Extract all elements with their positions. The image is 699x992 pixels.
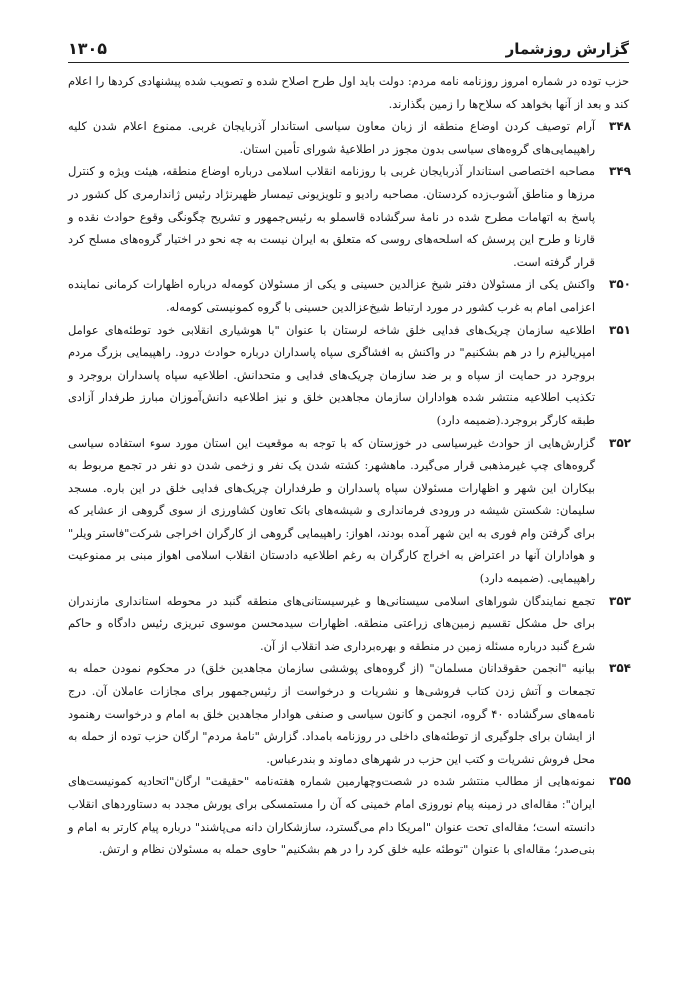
entry-list — [68, 115, 629, 861]
entry-text: آرام توصیف کردن اوضاع منطقه از زبان معاون سیاسی استاندار آذربایجان غربی. ممنوع اعلام شدن کلیه راهپیمایی‌های گروه‌های سیاسی بدون مجوز در اطلاعیهٔ شورای تأمین استان. — [68, 119, 595, 156]
entry-item — [68, 319, 629, 432]
entry-item — [68, 273, 629, 318]
page-header — [68, 28, 629, 63]
entry-text: نمونه‌هایی از مطالب منتشر شده در شصت‌وچهارمین شماره هفته‌نامه "حقیقت" ارگان"اتحادیه کمونیست‌های ایران": مقاله‌ای در زمینه پیام نوروزی امام خمینی که آن را مستمسکی برای یورش مجدد به دستاوردهای انقلاب دانسته است؛ مقاله‌ای تحت عنوان "امریکا دام می‌گسترد، سازشکاران دانه می‌پاشند" درباره پیام کارتر به امام و بنی‌صدر؛ مقاله‌ای با عنوان "توطئه علیه خلق کرد را در هم بشکنیم" حاوی حمله به مسئولان نظام و ارتش. — [68, 774, 595, 857]
intro-paragraph: حزب توده در شماره امروز روزنامه نامه مردم: دولت باید اول طرح اصلاح شده و تصویب شده پیشنهادی کردها را اعلام کند و بعد از آنها بخواهد که سلاح‌ها را زمین بگذارند. — [68, 74, 629, 111]
entry-text: بیانیه "انجمن حقوقدانان مسلمان" (از گروه‌های پوششی سازمان مجاهدین خلق) در محکوم نمودن حمله به تجمعات و آتش زدن کتاب فروشی‌ها و نشریات و درخواست از رئیس‌جمهور برای مجازات عاملان آن. درج نامه‌های سرگشاده ۴۰ گروه، انجمن و کانون سیاسی و صنفی هوادار مجاهدین خلق به امام و درخواست رهنمود از ایشان برای جلوگیری از توطئه‌های داخلی در روزنامه بامداد. گزارش "نامهٔ مردم" ارگان حزب توده از حمله به محل فروش نشریات و کتب این حزب در شهرهای دماوند و بندرعباس. — [68, 661, 595, 766]
entry-number: ۳۵۳ — [609, 593, 631, 608]
entry-text: واکنش یکی از مسئولان دفتر شیخ عزالدین حسینی و یکی از مسئولان کومه‌له درباره اظهارات کرمانی نماینده اعزامی امام به غرب کشور در مورد ارتباط شیخ‌عزالدین حسینی با گروه کمونیستی کومه‌له. — [68, 277, 595, 314]
entry-number: ۳۴۹ — [609, 164, 631, 179]
entry-item — [68, 160, 629, 273]
running-title: گزارش روزشمار — [505, 40, 629, 58]
entry-text: مصاحبه اختصاصی استاندار آذربایجان غربی با روزنامه انقلاب اسلامی درباره اوضاع منطقه، هیئت ویژه و کنترل مرزها و مناطق آشوب‌زده کردستان. مصاحبه رادیو و تلویزیونی تیمسار ظهیرنژاد رئیس ژاندارمری کل کشور در پاسخ به اتهامات مطرح شده در نامهٔ سرگشاده قاسملو به رئیس‌جمهور و تشریح چگونگی وقوع حوادث نقده و قارنا و طرح این پرسش که اسلحه‌های روسی که متعلق به ایران نیست به چه نحو در اختیار گروه‌های مسلح کرد قرار گرفته است. — [68, 164, 595, 269]
entry-text: تجمع نمایندگان شوراهای اسلامی سیستانی‌ها و غیرسیستانی‌های منطقه گنبد در محوطه استانداری مازندران برای حل مشکل تقسیم زمین‌های زراعتی منطقه. اظهارات سیدمحسن موسوی تبریزی رئیس دادگاه و حاکم شرع گنبد درباره مسئله زمین در منطقه و بهره‌برداری ضد انقلاب از آن. — [68, 593, 595, 653]
entry-number: ۳۴۸ — [609, 119, 631, 134]
entry-number: ۳۵۴ — [609, 661, 631, 676]
entry-number: ۳۵۱ — [609, 322, 631, 337]
entry-item — [68, 770, 629, 860]
body-text — [68, 70, 629, 861]
entry-item — [68, 590, 629, 658]
entry-item — [68, 657, 629, 770]
entry-number: ۳۵۲ — [609, 435, 631, 450]
entry-number: ۳۵۵ — [609, 774, 631, 789]
entry-item — [68, 115, 629, 160]
page-number: ۱۳۰۵ — [68, 39, 108, 58]
entry-item — [68, 432, 629, 590]
entry-number: ۳۵۰ — [609, 277, 631, 292]
entry-text: گزارش‌هایی از حوادث غیرسیاسی در خوزستان که با توجه به موقعیت این استان مورد سوء استفاده سیاسی گروه‌های چپ غیرمذهبی قرار می‌گیرد. ماهشهر: کشته شدن یک نفر و زخمی شدن دو نفر در تجمع مربوط به بیکاران این شهر و اظهارات مسئولان سپاه پاسداران و طرفداران چریک‌های فدایی خلق در این باره. مسجد سلیمان: شکستن شیشه در ورودی فرمانداری و شیشه‌های بانک تعاون کشاورزی از سوی گروهی از عشایر که برای گرفتن وام فوری به این شهر آمده بودند، اهواز: راهپیمایی گروهی از کارگران اخراجی شرکت"فاستر ویلر" و هواداران آنها در اعتراض به اخراج کارگران به رغم اطلاعیه دادستان انقلاب اسلامی اهواز مبنی بر ممنوعیت راهپیمایی. (ضمیمه دارد) — [68, 435, 595, 586]
entry-text: اطلاعیه سازمان چریک‌های فدایی خلق شاخه لرستان با عنوان "با هوشیاری انقلابی خود توطئه‌های عوامل امپریالیزم را در هم بشکنیم" در واکنش به افشاگری سپاه پاسداران درباره حوادث درود. راهپیمایی بزرگ مردم بروجرد در حمایت از سپاه و بر ضد سازمان چریک‌های فدایی و متحدانش. اطلاعیه سپاه پاسداران بروجرد و تکذیب اطلاعیه منتشر شده هواداران سازمان مجاهدین خلق و نیز اطلاعیه دانش‌آموزان مبارز طرفدار آزادی طبقه کارگر بروجرد.(ضمیمه دارد) — [68, 322, 595, 427]
